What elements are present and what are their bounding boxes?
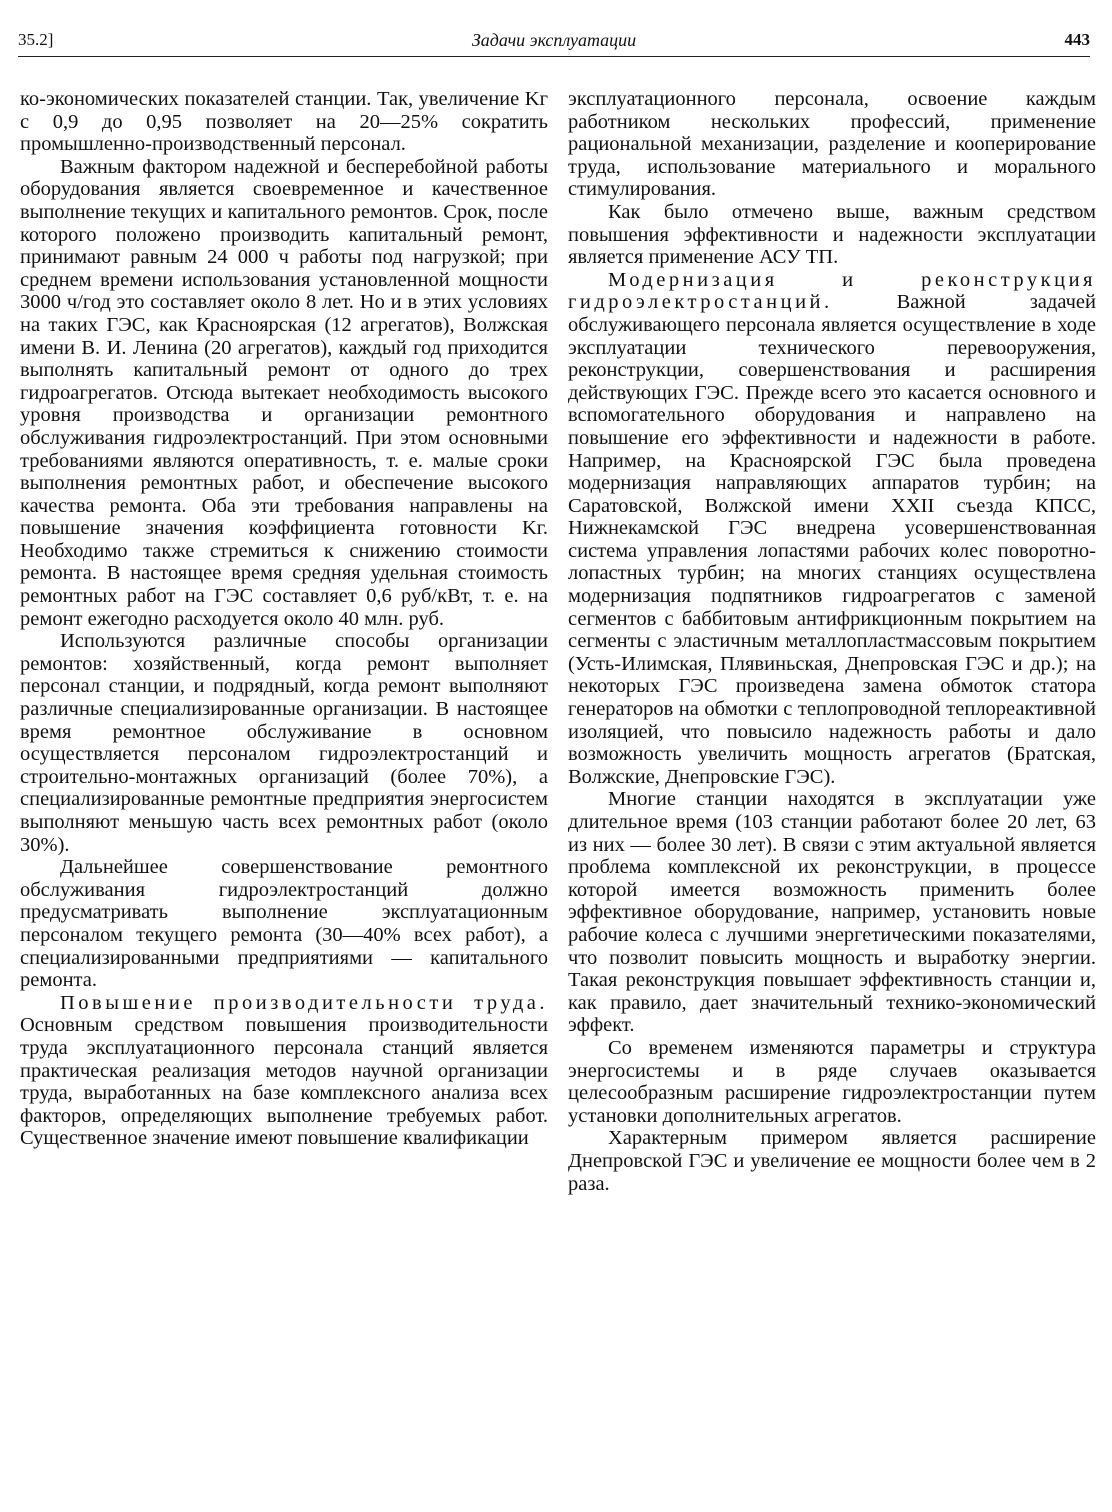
run-in-heading: Модернизация и реконструкция гидроэлектростанций. (568, 268, 1096, 314)
paragraph-text: Важной задачей обслуживающего персонала является осуществление в ходе эксплуатации технического перевооружения, реконструкции, совершенствования и расширения действующих ГЭС. Прежде всего это касается основного и вспомогательного оборудования и направлено на повышение его эффективности и надежности в работе. Например, на Красноярской ГЭС была проведена модернизация направляющих аппаратов турбин; на Саратовской, Волжской имени XXII съезда КПСС, Нижнекамской ГЭС внедрена усовершенствованная система управления лопастями рабочих колес поворотно-лопастных турбин; на многих станциях осуществлена модернизация подпятников гидроагрегатов с заменой сегментов с баббитовым антифрикционным покрытием на сегменты с эластичным металлопластмассовым покрытием (Усть-Илимская, Плявиньская, Днепровская ГЭС и др.); на некоторых ГЭС произведена замена обмоток статора генераторов на обмотки с теплопроводной теплореактивной изоляцией, что повысило надежность работы и дало возможность увеличить мощность агрегатов (Братская, Волжские, Днепровские ГЭС). (568, 291, 1096, 788)
paragraph-text: Основным средством повышения производительности труда эксплуатационного персонала станций является практическая реализация методов научной организации труда, выработанных на базе комплексного анализа всех факторов, определяющих выполнение требуемых работ. Существенное значение имеют повышение квалификации (20, 1014, 548, 1150)
paragraph: ко-экономических показателей станции. Так, увеличение Kг с 0,9 до 0,95 позволяет на 20—25% сократить промышленно-производственный персонал. (20, 88, 548, 156)
paragraph: Используются различные способы организации ремонтов: хозяйственный, когда ремонт выполняет персонал станции, и подрядный, когда ремонт выполняют различные специализированные организации. В настоящее время ремонтное обслуживание в основном осуществляется персоналом гидроэлектростанций и строительно-монтажных организаций (более 70%), а специализированные ремонтные предприятия энергосистем выполняют меньшую часть всех ремонтных работ (около 30%). (20, 630, 548, 856)
paragraph: Как было отмечено выше, важным средством повышения эффективности и надежности эксплуатации является применение АСУ ТП. (568, 200, 1096, 269)
paragraph: Важным фактором надежной и бесперебойной работы оборудования является своевременное и качественное выполнение текущих и капитального ремонтов. Срок, после которого положено производить капитальный ремонт, принимают равным 24 000 ч работы под нагрузкой; при среднем времени использования установленной мощности 3000 ч/год это составляет около 8 лет. Но и в этих условиях на таких ГЭС, как Красноярская (12 агрегатов), Волжская имени В. И. Ленина (20 агрегатов), каждый год приходится выполнять капитальный ремонт от одного до трех гидроагрегатов. Отсюда вытекает необходимость высокого уровня производства и организации ремонтного обслуживания гидроэлектростанций. При этом основными требованиями являются оперативность, т. е. малые сроки выполнения ремонтных работ, и обеспечение высокого качества ремонта. Оба эти требования направлены на повышение значения коэффициента готовности Kг. Необходимо также стремиться к снижению стоимости ремонта. В настоящее время средняя удельная стоимость ремонтных работ на ГЭС составляет 0,6 руб/кВт, т. е. на ремонт ежегодно расходуется около 40 млн. руб. (20, 155, 548, 630)
paragraph: Дальнейшее совершенствование ремонтного обслуживания гидроэлектростанций должно предусматривать выполнение эксплуатационным персоналом текущего ремонта (30—40% всех работ), а специализированными предприятиями — капитального ремонта. (20, 856, 548, 992)
paragraph: эксплуатационного персонала, освоение каждым работником нескольких профессий, применение рациональной механизации, разделение и кооперирование труда, использование материального и морального стимулирования. (568, 88, 1096, 201)
running-title: Задачи эксплуатации (471, 30, 637, 50)
right-column (568, 88, 1096, 1195)
page-number: 443 (1064, 30, 1090, 49)
running-header (18, 30, 1090, 57)
left-column (20, 88, 548, 1150)
paragraph: Характерным примером является расширение Днепровской ГЭС и увеличение ее мощности более чем в 2 раза. (568, 1127, 1096, 1195)
paragraph: Многие станции находятся в эксплуатации уже длительное время (103 станции работают более 20 лет, 63 из них — более 30 лет). В связи с этим актуальной является проблема комплексной их реконструкции, в процессе которой имеется возможность применить более эффективное оборудование, например, установить новые рабочие колеса с лучшими энергетическими показателями, что позволит повысить мощность и выработку энергии. Такая реконструкция повышает эффективность станции и, как правило, дает значительный технико-экономический эффект. (568, 788, 1096, 1037)
paragraph: Со временем изменяются параметры и структура энергосистемы и в ряде случаев оказывается целесообразным расширение гидроэлектростанции путем установки дополнительных агрегатов. (568, 1036, 1096, 1127)
paragraph (20, 992, 548, 1150)
paragraph (568, 269, 1096, 789)
run-in-heading: Повышение производительности труда. (60, 991, 548, 1014)
section-number: 35.2] (18, 30, 54, 49)
